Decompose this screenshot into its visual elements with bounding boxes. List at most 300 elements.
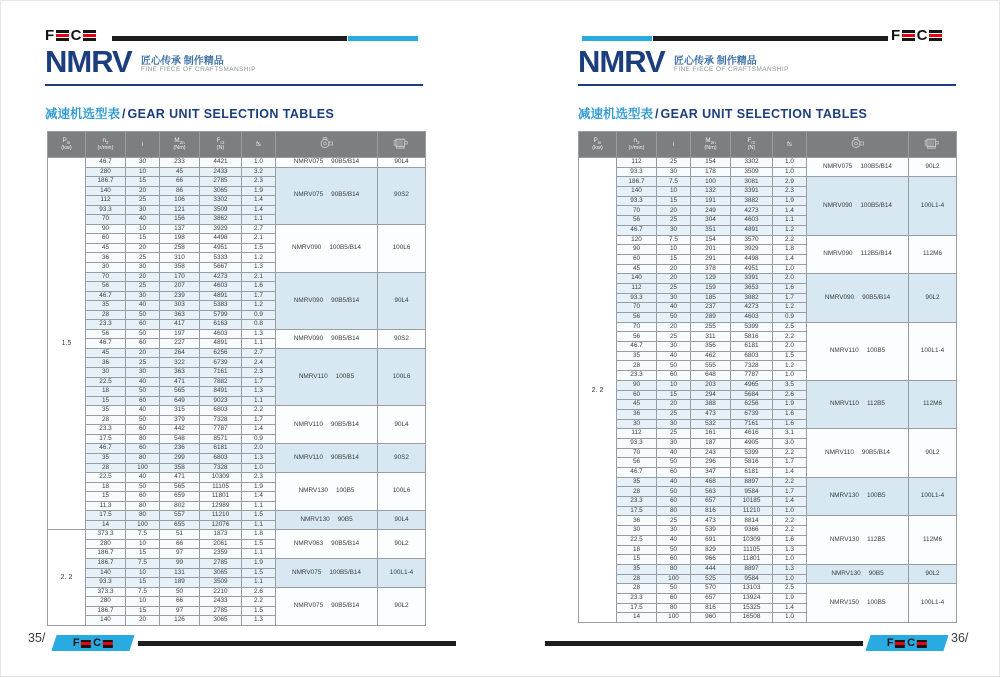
data-cell: 227	[160, 339, 200, 349]
data-cell: 1.5	[242, 243, 276, 253]
header-black-bar	[112, 36, 347, 41]
data-cell: 15	[657, 390, 691, 400]
flange-code: 100B5	[866, 492, 886, 500]
data-cell: 36	[617, 409, 657, 419]
flange-code: 100B5/B14	[329, 568, 361, 576]
gearbox-model: NMRV110	[829, 347, 859, 355]
data-cell: 322	[160, 358, 200, 368]
model-cell	[276, 158, 378, 168]
col-header-M: $M_{2n}$ (Nm)	[160, 132, 200, 158]
feco-letter-e-bars	[895, 639, 905, 647]
data-cell: 563	[691, 487, 731, 497]
data-cell: 18	[86, 387, 126, 397]
data-cell: 80	[657, 506, 691, 516]
data-cell: 0.9	[242, 310, 276, 320]
data-cell: 70	[86, 215, 126, 225]
header-cyan-bar	[348, 36, 418, 41]
data-cell: 28	[617, 487, 657, 497]
data-cell: 649	[160, 396, 200, 406]
data-cell: 5799	[200, 310, 242, 320]
data-cell: 15	[86, 492, 126, 502]
data-cell: 816	[691, 603, 731, 613]
data-cell: 816	[691, 506, 731, 516]
data-cell: 417	[160, 320, 200, 330]
data-cell: 351	[691, 225, 731, 235]
data-cell: 126	[160, 616, 200, 626]
data-cell: 185	[691, 293, 731, 303]
data-cell: 4603	[731, 313, 773, 323]
data-cell: 347	[691, 468, 731, 478]
data-cell: 363	[160, 368, 200, 378]
data-cell: 388	[691, 400, 731, 410]
data-cell: 3882	[731, 196, 773, 206]
data-cell: 0.9	[242, 434, 276, 444]
data-cell: 30	[657, 526, 691, 536]
data-cell: 249	[691, 206, 731, 216]
data-cell: 2.7	[242, 348, 276, 358]
power-cell: 2. 2	[579, 158, 617, 623]
data-cell: 10	[126, 597, 160, 607]
data-cell: 40	[657, 477, 691, 487]
data-cell: 3882	[731, 293, 773, 303]
data-cell: 100	[126, 463, 160, 473]
data-cell: 25	[657, 283, 691, 293]
data-cell: 186.7	[86, 177, 126, 187]
data-cell: 80	[657, 603, 691, 613]
data-cell: 3081	[731, 177, 773, 187]
motor-cell: 90L2	[378, 530, 426, 559]
feco-letter-f: F	[73, 636, 80, 649]
motor-cell: 100L6	[378, 224, 426, 272]
data-cell: 2.4	[242, 358, 276, 368]
data-cell: 6181	[200, 444, 242, 454]
data-cell: 2.2	[773, 526, 807, 536]
data-cell: 6803	[731, 351, 773, 361]
data-cell: 15	[126, 234, 160, 244]
data-cell: 11210	[731, 506, 773, 516]
data-cell: 15325	[731, 603, 773, 613]
data-cell: 112	[617, 158, 657, 168]
col-header-i: i	[657, 132, 691, 158]
feco-letter-o-bars	[103, 639, 113, 647]
data-cell: 70	[86, 272, 126, 282]
data-cell: 1.5	[242, 606, 276, 616]
data-cell: 40	[657, 448, 691, 458]
data-cell: 473	[691, 409, 731, 419]
model-cell	[807, 322, 909, 380]
data-cell: 5333	[200, 253, 242, 263]
data-cell: 659	[160, 492, 200, 502]
gearbox-model: NMRV110	[298, 372, 328, 380]
data-cell: 1.0	[773, 506, 807, 516]
data-cell: 1.3	[242, 453, 276, 463]
data-cell: 6803	[200, 453, 242, 463]
gearbox-model: NMRV090	[293, 334, 324, 342]
data-cell: 2.3	[242, 177, 276, 187]
data-cell: 1.4	[773, 497, 807, 507]
col-header-P: $P_{in}$ (kw)	[48, 132, 86, 158]
table-row	[48, 348, 426, 358]
data-cell: 100	[657, 613, 691, 623]
data-cell: 2.9	[773, 177, 807, 187]
data-cell: 1.1	[242, 339, 276, 349]
data-cell: 56	[617, 216, 657, 226]
gearbox-model: NMRV110	[830, 400, 859, 408]
data-cell: 1.4	[773, 603, 807, 613]
data-cell: 6163	[200, 320, 242, 330]
feco-letter-f: F	[887, 636, 894, 649]
data-cell: 30	[126, 158, 160, 168]
flange-code: 100B5	[866, 347, 886, 355]
data-cell: 131	[160, 568, 200, 578]
data-cell: 4603	[200, 282, 242, 292]
data-cell: 3065	[200, 568, 242, 578]
col-header-fs: fs	[242, 132, 276, 158]
data-cell: 1.9	[242, 558, 276, 568]
data-cell: 30	[126, 368, 160, 378]
data-cell: 191	[691, 196, 731, 206]
motor-cell: 90L2	[909, 158, 957, 177]
data-cell: 28	[86, 415, 126, 425]
data-cell: 3302	[731, 158, 773, 168]
data-cell: 100	[691, 177, 731, 187]
gearbox-model: NMRV075	[822, 162, 853, 170]
data-cell: 3.2	[242, 167, 276, 177]
data-cell: 0.8	[242, 320, 276, 330]
data-cell: 966	[691, 555, 731, 565]
data-cell: 3862	[200, 215, 242, 225]
data-cell: 8491	[200, 387, 242, 397]
data-cell: 28	[617, 584, 657, 594]
data-cell: 112	[86, 196, 126, 206]
section-title-zh: 减速机选型表	[578, 107, 654, 121]
motor-cell: 100L1-4	[378, 558, 426, 587]
data-cell: 2.2	[242, 597, 276, 607]
data-cell: 40	[126, 473, 160, 483]
data-cell: 1.3	[773, 564, 807, 574]
data-cell: 294	[691, 390, 731, 400]
data-cell: 23.3	[86, 425, 126, 435]
data-cell: 30	[617, 419, 657, 429]
data-cell: 280	[86, 539, 126, 549]
data-cell: 40	[657, 351, 691, 361]
data-cell: 112	[617, 429, 657, 439]
gearbox-model: NMRV063	[293, 539, 324, 547]
data-cell: 462	[691, 351, 731, 361]
col-header-motor	[909, 132, 957, 158]
col-header-fs: fs	[773, 132, 807, 158]
data-cell: 3509	[200, 578, 242, 588]
motor-cell: 90S2	[378, 329, 426, 348]
table-row	[579, 158, 957, 168]
data-cell: 156	[160, 215, 200, 225]
flange-code: 90B5/B14	[331, 191, 360, 199]
data-cell: 311	[691, 332, 731, 342]
data-cell: 50	[126, 387, 160, 397]
data-cell: 15	[657, 196, 691, 206]
data-cell: 99	[160, 558, 200, 568]
data-cell: 4891	[200, 291, 242, 301]
table-row	[579, 177, 957, 187]
data-cell: 570	[691, 584, 731, 594]
flange-code: 90B5	[337, 516, 353, 524]
data-cell: 6739	[200, 358, 242, 368]
data-cell: 5399	[731, 448, 773, 458]
flange-code: 100B5	[866, 598, 886, 606]
gearbox-model: NMRV090	[824, 293, 855, 301]
motor-cell: 90L2	[378, 587, 426, 625]
table-row	[579, 380, 957, 390]
data-cell: 178	[691, 167, 731, 177]
data-cell: 3570	[731, 235, 773, 245]
data-cell: 20	[657, 206, 691, 216]
model-cell	[276, 530, 378, 559]
col-header-gearbox	[276, 132, 378, 158]
table-row	[579, 274, 957, 284]
data-cell: 2.2	[773, 332, 807, 342]
data-cell: 22.5	[86, 377, 126, 387]
data-cell: 9023	[200, 396, 242, 406]
data-cell: 17.5	[86, 511, 126, 521]
data-cell: 0.9	[773, 313, 807, 323]
data-cell: 80	[126, 511, 160, 521]
data-cell: 100	[126, 520, 160, 530]
data-cell: 159	[691, 283, 731, 293]
data-cell: 237	[691, 303, 731, 313]
section-title-en: GEAR UNIT SELECTION TABLES	[127, 107, 335, 121]
col-header-F: $F_{r2}$ (N)	[200, 132, 242, 158]
table-row	[48, 558, 426, 568]
data-cell: 90	[86, 224, 126, 234]
model-cell	[807, 516, 909, 564]
data-cell: 15	[126, 549, 160, 559]
data-cell: 15	[126, 177, 160, 187]
data-cell: 35	[617, 477, 657, 487]
table-row	[579, 429, 957, 439]
data-cell: 60	[657, 593, 691, 603]
data-cell: 50	[126, 310, 160, 320]
data-cell: 291	[691, 254, 731, 264]
data-cell: 70	[617, 303, 657, 313]
data-cell: 25	[657, 158, 691, 168]
model-cell	[276, 558, 378, 587]
tagline-zh: 匠心传承 制作精品	[674, 56, 757, 67]
data-cell: 13103	[731, 584, 773, 594]
flange-code: 90B5/B14	[861, 448, 890, 456]
data-cell: 186.7	[86, 606, 126, 616]
section-title-sep: /	[122, 107, 126, 121]
model-cell	[807, 584, 909, 623]
data-cell: 2.1	[242, 272, 276, 282]
data-cell: 15	[126, 578, 160, 588]
page-number: 35/	[28, 631, 46, 645]
motor-cell: 90L2	[909, 274, 957, 322]
data-cell: 236	[160, 444, 200, 454]
power-cell: 1.5	[48, 158, 86, 530]
data-cell: 7.5	[126, 530, 160, 540]
data-cell: 10	[126, 568, 160, 578]
data-cell: 10	[657, 380, 691, 390]
data-cell: 30	[126, 205, 160, 215]
table-row	[48, 511, 426, 521]
data-cell: 35	[86, 301, 126, 311]
tagline-zh: 匠心传承 制作精品	[141, 56, 224, 67]
data-cell: 25	[657, 516, 691, 526]
data-cell: 6803	[200, 406, 242, 416]
data-cell: 1.2	[773, 303, 807, 313]
data-cell: 4616	[731, 429, 773, 439]
data-cell: 20	[657, 400, 691, 410]
data-cell: 140	[86, 568, 126, 578]
data-cell: 137	[160, 224, 200, 234]
data-cell: 60	[657, 371, 691, 381]
data-cell: 93.3	[617, 167, 657, 177]
data-cell: 46.7	[86, 339, 126, 349]
data-cell: 3065	[200, 616, 242, 626]
data-cell: 4951	[200, 243, 242, 253]
data-cell: 2433	[200, 167, 242, 177]
data-cell: 11801	[731, 555, 773, 565]
gearbox-model: NMRV075	[293, 191, 324, 199]
data-cell: 20	[126, 348, 160, 358]
data-cell: 4498	[200, 234, 242, 244]
motor-cell: 90S2	[378, 167, 426, 224]
data-cell: 1.5	[242, 511, 276, 521]
data-cell: 2.2	[773, 235, 807, 245]
data-cell: 45	[617, 400, 657, 410]
data-cell: 5684	[731, 390, 773, 400]
data-cell: 6181	[731, 342, 773, 352]
data-cell: 280	[86, 597, 126, 607]
data-cell: 13924	[731, 593, 773, 603]
data-cell: 46.7	[617, 225, 657, 235]
data-cell: 45	[86, 348, 126, 358]
footer-logo-plate	[865, 635, 948, 651]
data-cell: 303	[160, 301, 200, 311]
data-cell: 66	[160, 177, 200, 187]
data-cell: 548	[160, 434, 200, 444]
data-cell: 1.0	[773, 371, 807, 381]
data-cell: 280	[86, 167, 126, 177]
data-cell: 1.9	[242, 482, 276, 492]
data-cell: 40	[126, 377, 160, 387]
data-cell: 45	[160, 167, 200, 177]
data-cell: 198	[160, 234, 200, 244]
data-cell: 161	[691, 429, 731, 439]
data-cell: 3065	[200, 186, 242, 196]
table-row	[579, 516, 957, 526]
model-cell	[276, 348, 378, 405]
data-cell: 6256	[200, 348, 242, 358]
feco-logo	[45, 28, 96, 43]
data-cell: 80	[657, 564, 691, 574]
gearbox-model: NMRV130	[829, 535, 860, 543]
data-cell: 5816	[731, 332, 773, 342]
data-cell: 4498	[731, 254, 773, 264]
table-row	[48, 587, 426, 597]
data-cell: 2.0	[242, 444, 276, 454]
gearbox-model: NMRV075	[293, 602, 324, 609]
table-row	[48, 473, 426, 483]
data-cell: 30	[86, 263, 126, 273]
data-cell: 60	[126, 396, 160, 406]
data-cell: 1.6	[773, 283, 807, 293]
data-cell: 17.5	[617, 506, 657, 516]
section-title-zh: 减速机选型表	[45, 107, 121, 121]
series-title: NMRV	[45, 44, 132, 79]
data-cell: 35	[617, 564, 657, 574]
table-row	[48, 406, 426, 416]
motor-cell: 112M6	[909, 380, 957, 428]
data-cell: 378	[691, 264, 731, 274]
gearbox-model: NMRV130	[298, 487, 328, 495]
feco-letter-c: C	[93, 636, 101, 649]
data-cell: 657	[691, 497, 731, 507]
data-cell: 2359	[200, 549, 242, 559]
table-row	[579, 235, 957, 245]
data-cell: 442	[160, 425, 200, 435]
data-cell: 80	[126, 453, 160, 463]
data-cell: 60	[86, 234, 126, 244]
data-cell: 8571	[200, 434, 242, 444]
data-cell: 3509	[200, 205, 242, 215]
data-cell: 20	[126, 616, 160, 626]
data-cell: 23.3	[86, 320, 126, 330]
table-row	[579, 564, 957, 574]
data-cell: 40	[126, 406, 160, 416]
data-cell: 100	[657, 574, 691, 584]
table-header-row	[48, 132, 426, 158]
data-cell: 1.0	[773, 167, 807, 177]
data-cell: 1.1	[242, 396, 276, 406]
data-cell: 60	[657, 497, 691, 507]
data-cell: 471	[160, 377, 200, 387]
feco-letter-f: F	[45, 27, 54, 44]
model-cell	[807, 477, 909, 516]
data-cell: 186.7	[86, 549, 126, 559]
model-cell	[276, 224, 378, 272]
data-cell: 2785	[200, 558, 242, 568]
gearbox-model: NMRV110	[294, 420, 323, 428]
data-cell: 655	[160, 520, 200, 530]
data-cell: 1.3	[242, 263, 276, 273]
col-header-gearbox	[807, 132, 909, 158]
data-cell: 129	[691, 274, 731, 284]
data-cell: 1.3	[773, 545, 807, 555]
data-cell: 20	[126, 186, 160, 196]
data-cell: 187	[691, 438, 731, 448]
data-cell: 20	[657, 274, 691, 284]
gearbox-icon	[320, 145, 333, 152]
gearbox-model: NMRV075	[293, 158, 324, 166]
data-cell: 10	[126, 539, 160, 549]
motor-cell: 90L2	[909, 564, 957, 583]
data-cell: 93.3	[617, 438, 657, 448]
section-title-en: GEAR UNIT SELECTION TABLES	[660, 107, 868, 121]
data-cell: 1.8	[242, 530, 276, 540]
data-cell: 2.0	[773, 342, 807, 352]
data-cell: 35	[86, 406, 126, 416]
data-cell: 1.1	[242, 549, 276, 559]
data-cell: 70	[617, 448, 657, 458]
data-cell: 289	[691, 313, 731, 323]
col-header-motor	[378, 132, 426, 158]
data-cell: 15	[617, 555, 657, 565]
data-cell: 97	[160, 606, 200, 616]
table-header-row	[579, 132, 957, 158]
data-cell: 50	[126, 415, 160, 425]
table-row	[48, 530, 426, 540]
